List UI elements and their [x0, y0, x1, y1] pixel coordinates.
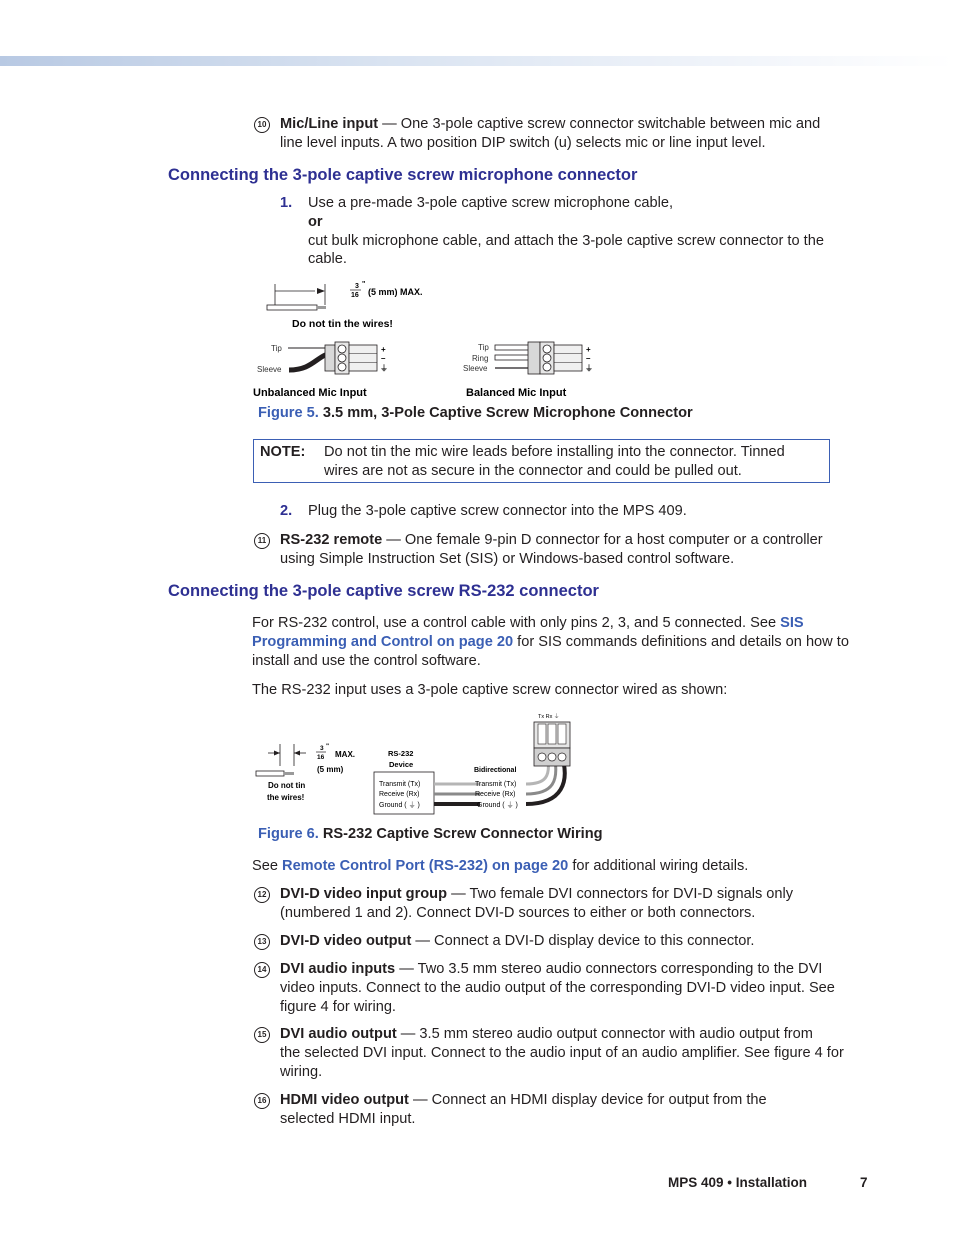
para-text: install and use the control software.: [252, 652, 481, 669]
item-number-badge: 11: [254, 533, 270, 549]
rs232-paragraph: [252, 614, 882, 670]
item-text: (numbered 1 and 2). Connect DVI-D sources to either or both connectors.: [280, 904, 756, 921]
step-number: 2.: [280, 503, 293, 519]
item-number-badge: 10: [254, 117, 270, 133]
item-text: line level inputs. A two position DIP switch (u) selects mic or line input level.: [280, 134, 766, 151]
screw: [543, 354, 551, 362]
rs232-wiring-intro: The RS-232 input uses a 3-pole captive screw connector wired as shown:: [252, 682, 728, 698]
footer-doc-title: MPS 409 • Installation: [668, 1175, 808, 1190]
item-text: figure 4 for wiring.: [280, 998, 396, 1015]
wire-conductor: [317, 306, 326, 309]
header-bar: [0, 56, 954, 66]
step-number: 1.: [280, 195, 293, 211]
device-rx: Receive (Rx): [379, 791, 420, 798]
figure-label: Figure 5.: [258, 405, 319, 421]
arrow-head: [274, 751, 280, 756]
see-also-line: [252, 857, 748, 876]
item-text: — Two female DVI connectors for DVI-D signals only: [447, 886, 794, 902]
step-text: cable.: [308, 251, 347, 268]
sis-link[interactable]: Programming and Control on page 20: [252, 633, 514, 650]
step-text: cut bulk microphone cable, and attach the 3-pole captive screw connector to the: [308, 232, 824, 249]
wire-conductor: [284, 772, 294, 775]
screw: [338, 363, 346, 371]
minus-symbol: –: [586, 354, 591, 363]
fraction-numerator: 3: [355, 283, 359, 290]
section-heading: Connecting the 3-pole captive screw microphone connector: [168, 166, 638, 184]
item-dvi-output: [280, 932, 880, 951]
item-title: HDMI video output: [280, 1092, 409, 1108]
item-text: — One 3-pole captive screw connector switchable between mic and: [378, 116, 821, 132]
figure-5-diagram: [245, 275, 625, 403]
item-text: wiring.: [280, 1063, 323, 1080]
item-mic-line-input: [280, 115, 880, 153]
item-text: using Simple Instruction Set (SIS) or Windows-based control software.: [280, 550, 735, 567]
item-title: DVI-D video output: [280, 933, 412, 949]
screw: [558, 753, 566, 761]
remote-control-port-link[interactable]: Remote Control Port (RS-232) on page 20: [282, 858, 569, 874]
item-number-badge: 16: [254, 1093, 270, 1109]
item-title: DVI audio inputs: [280, 961, 396, 977]
bidi-tx: Transmit (Tx): [475, 781, 517, 788]
item-text: video inputs. Connect to the audio output of the corresponding DVI-D video input. See: [280, 979, 835, 996]
device-ground: Ground ( ⏚ ): [379, 802, 420, 809]
caption-text: RS-232 Captive Screw Connector Wiring: [318, 826, 603, 842]
ground-symbol: ⏚: [380, 364, 388, 373]
item-dvi-audio-inputs: [280, 960, 880, 1016]
item-text: — One female 9-pin D connector for a host computer or a controller: [382, 532, 823, 548]
connector-pin-labels: Tx Rx ⏚: [538, 714, 560, 720]
connector-pins: [349, 345, 377, 371]
wire-tip: [495, 345, 533, 350]
step-2: Plug the 3-pole captive screw connector into the MPS 409.: [308, 503, 687, 519]
do-not-tin-warning: Do not tin the wires!: [292, 318, 393, 330]
do-not-tin-warning: Do not tin: [268, 781, 306, 790]
item-number-badge: 14: [254, 962, 270, 978]
wire-insulation: [256, 771, 284, 776]
unbalanced-title: Unbalanced Mic Input: [253, 387, 367, 399]
step-text: Use a pre-made 3-pole captive screw microphone cable,: [308, 195, 674, 211]
do-not-tin-warning: the wires!: [267, 793, 305, 802]
bidirectional-label: Bidirectional: [474, 767, 517, 774]
item-number-badge: 15: [254, 1027, 270, 1043]
para-text: See: [252, 858, 283, 874]
inch-mark: ": [326, 743, 330, 750]
label-sleeve: Sleeve: [463, 364, 488, 373]
max-text: (5 mm) MAX.: [368, 287, 423, 297]
label-sleeve: Sleeve: [257, 365, 282, 374]
caption-text: 3.5 mm, 3-Pole Captive Screw Microphone Connector: [318, 405, 693, 421]
step-1: [308, 194, 868, 269]
item-number-badge: 12: [254, 887, 270, 903]
item-dvi-input-group: [280, 885, 880, 923]
screw: [543, 345, 551, 353]
step-or: or: [308, 213, 323, 230]
note-label: NOTE:: [260, 444, 306, 460]
wire-ring: [495, 355, 533, 360]
label-ring: Ring: [472, 354, 489, 363]
figure-label: Figure 6.: [258, 826, 319, 842]
arrow-head: [317, 288, 325, 294]
plus-symbol: +: [381, 345, 386, 354]
inch-mark: ": [362, 281, 366, 288]
note-text: [324, 443, 824, 481]
arrow-head: [294, 751, 300, 756]
item-text: the selected DVI input. Connect to the audio input of an audio amplifier. See figure 4 for: [280, 1044, 844, 1061]
para-text: for SIS commands definitions and details on how to: [513, 633, 849, 650]
item-dvi-audio-output: [280, 1025, 880, 1081]
para-text: For RS-232 control, use a control cable with only pins 2, 3, and 5 connected. See: [252, 615, 781, 631]
item-title: DVI audio output: [280, 1026, 397, 1042]
device-tx: Transmit (Tx): [379, 781, 421, 788]
device-label: RS-232: [388, 749, 414, 758]
figure-6-caption: [258, 826, 603, 842]
connector-wires: [528, 342, 540, 374]
para-text: for additional wiring details.: [568, 858, 749, 874]
figure-5-caption: [258, 405, 693, 421]
bidi-rx: Receive (Rx): [475, 791, 516, 798]
item-title: DVI-D video input group: [280, 886, 448, 902]
figure-6-diagram: [250, 708, 590, 820]
item-text: — Connect an HDMI display device for output from the: [408, 1092, 767, 1108]
item-text: selected HDMI input.: [280, 1110, 416, 1127]
item-rs232-remote: [280, 531, 880, 569]
bidi-ground: Ground ( ⏚ ): [477, 802, 518, 809]
screw: [543, 363, 551, 371]
item-text: — Connect a DVI-D display device to this connector.: [411, 933, 755, 949]
fraction-denominator: 16: [351, 292, 359, 299]
page-number: 7: [860, 1175, 868, 1190]
note-line: Do not tin the mic wire leads before installing into the connector. Tinned: [324, 444, 785, 460]
minus-symbol: –: [381, 354, 386, 363]
screw: [538, 753, 546, 761]
label-tip: Tip: [478, 343, 489, 352]
item-hdmi-output: [280, 1091, 880, 1129]
wire-insulation: [267, 305, 317, 310]
screw: [548, 753, 556, 761]
screw: [338, 345, 346, 353]
item-text: — Two 3.5 mm stereo audio connectors corresponding to the DVI: [395, 961, 823, 977]
device-label: Device: [389, 760, 414, 769]
item-title: RS-232 remote: [280, 532, 383, 548]
item-title: Mic/Line input: [280, 116, 379, 132]
section-heading: Connecting the 3-pole captive screw RS-232 connector: [168, 582, 599, 600]
connector-pins: [554, 345, 582, 371]
sis-link[interactable]: SIS: [780, 615, 804, 631]
label-tip: Tip: [271, 344, 282, 353]
connector-wires: [325, 345, 335, 371]
plus-symbol: +: [586, 345, 591, 354]
max-text: MAX.: [335, 750, 355, 759]
item-number-badge: 13: [254, 934, 270, 950]
ground-symbol: ⏚: [585, 364, 593, 373]
screw: [338, 354, 346, 362]
mm-text: (5 mm): [317, 765, 344, 774]
fraction-numerator: 3: [320, 745, 324, 752]
item-text: — 3.5 mm stereo audio output connector with audio output from: [396, 1026, 813, 1042]
note-line: wires are not as secure in the connector and could be pulled out.: [324, 462, 742, 479]
fraction-denominator: 16: [317, 754, 325, 761]
balanced-title: Balanced Mic Input: [466, 387, 567, 399]
